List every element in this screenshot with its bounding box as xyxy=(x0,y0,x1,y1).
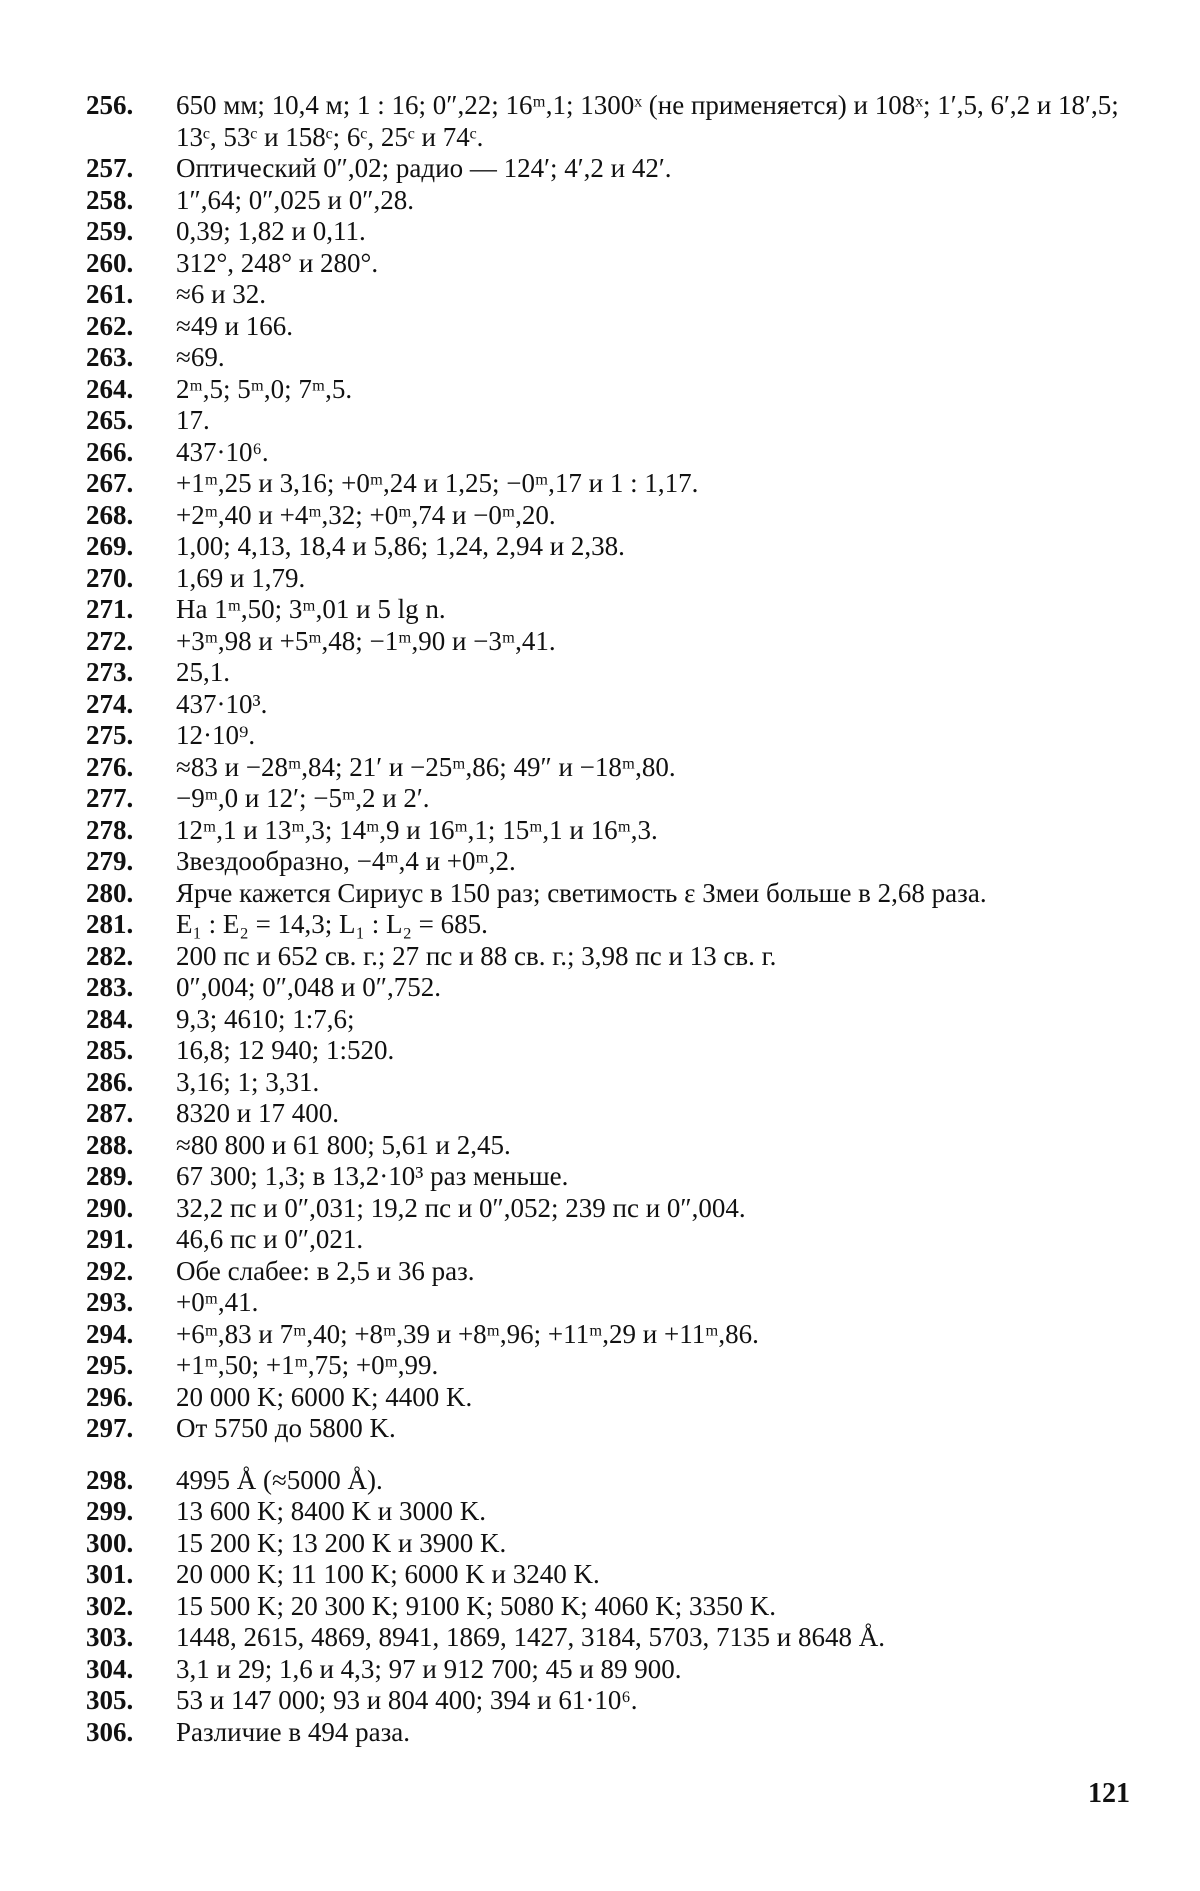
answer-number: 305. xyxy=(86,1685,134,1715)
answer-number: 294. xyxy=(86,1318,134,1349)
answer-number: 296. xyxy=(86,1381,134,1412)
answer-number: 288. xyxy=(86,1129,134,1160)
answer-item xyxy=(86,1224,1126,1256)
answer-item xyxy=(86,468,1126,500)
answer-number: 262. xyxy=(86,310,134,341)
answer-item xyxy=(86,594,1126,626)
answer-number: 292. xyxy=(86,1255,134,1286)
answer-number: 286. xyxy=(86,1066,134,1097)
answer-number: 276. xyxy=(86,751,134,782)
answer-text: +1ᵐ,50; +1ᵐ,75; +0ᵐ,99. xyxy=(176,1350,439,1380)
answer-number: 258. xyxy=(86,184,134,215)
answer-item xyxy=(86,783,1126,815)
answer-item xyxy=(86,1622,1126,1654)
answer-number: 272. xyxy=(86,625,134,656)
answer-text: 312°, 248° и 280°. xyxy=(176,247,379,278)
answer-item xyxy=(86,1591,1126,1623)
answer-item xyxy=(86,1559,1126,1591)
answer-text: 32,2 пс и 0″,031; 19,2 пс и 0″,052; 239 пс и 0″,004. xyxy=(176,1192,746,1223)
answer-text: 15 200 K; 13 200 K и 3900 K. xyxy=(176,1527,507,1558)
answer-number: 263. xyxy=(86,342,134,372)
answer-text: 9,3; 4610; 1:7,6; xyxy=(176,1003,355,1034)
answer-text: 650 мм; 10,4 м; 1 : 16; 0″,22; 16ᵐ,1; 1300ˣ (не применяется) и 108ˣ; 1′,5, 6′,2 и 18′,5; 13ᶜ, 53ᶜ и 158ᶜ; 6ᶜ, 25ᶜ и 74ᶜ. xyxy=(176,90,1119,152)
answer-number: 268. xyxy=(86,499,134,530)
answer-item xyxy=(86,279,1126,311)
answer-number: 277. xyxy=(86,783,134,813)
answer-item xyxy=(86,1319,1126,1351)
answer-item xyxy=(86,374,1126,406)
answer-number: 289. xyxy=(86,1161,134,1191)
answer-item xyxy=(86,689,1126,721)
answer-item xyxy=(86,1654,1126,1686)
answer-number: 274. xyxy=(86,688,134,719)
answer-item xyxy=(86,1256,1126,1288)
answer-item xyxy=(86,1382,1126,1414)
answer-number: 301. xyxy=(86,1559,134,1589)
answer-item xyxy=(86,1528,1126,1560)
answers-list xyxy=(86,90,1126,1748)
answer-text: Ярче кажется Сириус в 150 раз; светимость ε Змеи больше в 2,68 раза. xyxy=(176,877,987,908)
answer-text: 15 500 K; 20 300 K; 9100 K; 5080 K; 4060 K; 3350 K. xyxy=(176,1590,776,1621)
answer-number: 290. xyxy=(86,1192,134,1223)
answer-item xyxy=(86,500,1126,532)
answer-item xyxy=(86,1287,1126,1319)
answer-number: 271. xyxy=(86,594,134,624)
answer-item xyxy=(86,941,1126,973)
answer-item xyxy=(86,1685,1126,1717)
answer-text: +0ᵐ,41. xyxy=(176,1287,259,1317)
answer-number: 279. xyxy=(86,846,134,876)
answer-text: Оптический 0″,02; радио — 124′; 4′,2 и 42′. xyxy=(176,153,672,183)
answer-item xyxy=(86,216,1126,248)
answer-item xyxy=(86,531,1126,563)
answer-number: 282. xyxy=(86,940,134,971)
answer-number: 266. xyxy=(86,436,134,467)
answer-number: 291. xyxy=(86,1224,134,1254)
answer-text: Обе слабее: в 2,5 и 36 раз. xyxy=(176,1255,475,1286)
answer-number: 260. xyxy=(86,247,134,278)
answer-item xyxy=(86,657,1126,689)
answer-text: 3,1 и 29; 1,6 и 4,3; 97 и 912 700; 45 и 89 900. xyxy=(176,1653,682,1684)
answer-number: 306. xyxy=(86,1716,134,1747)
answer-number: 280. xyxy=(86,877,134,908)
answer-text: +6ᵐ,83 и 7ᵐ,40; +8ᵐ,39 и +8ᵐ,96; +11ᵐ,29 и +11ᵐ,86. xyxy=(176,1318,759,1349)
answer-text: 0″,004; 0″,048 и 0″,752. xyxy=(176,972,441,1002)
answer-text: 3,16; 1; 3,31. xyxy=(176,1066,320,1097)
answer-number: 261. xyxy=(86,279,134,309)
answer-item xyxy=(86,1004,1126,1036)
answer-text: 20 000 K; 11 100 K; 6000 K и 3240 K. xyxy=(176,1559,600,1589)
answer-item xyxy=(86,1350,1126,1382)
answer-number: 273. xyxy=(86,657,134,687)
answer-item xyxy=(86,720,1126,752)
answer-text: Различие в 494 раза. xyxy=(176,1716,410,1747)
page-number: 121 xyxy=(1088,1778,1130,1809)
answer-text: 13 600 K; 8400 K и 3000 K. xyxy=(176,1496,486,1526)
answer-item xyxy=(86,437,1126,469)
answer-text: ≈69. xyxy=(176,342,225,372)
answer-item xyxy=(86,1465,1126,1497)
answer-text: 200 пс и 652 св. г.; 27 пс и 88 св. г.; 3,98 пс и 13 св. г. xyxy=(176,940,777,971)
answer-text: ≈6 и 32. xyxy=(176,279,267,309)
answer-item xyxy=(86,626,1126,658)
answer-item xyxy=(86,342,1126,374)
answer-item xyxy=(86,1717,1126,1749)
answer-number: 278. xyxy=(86,814,134,845)
answer-text: 4995 Å (≈5000 Å). xyxy=(176,1464,383,1495)
answer-text: 0,39; 1,82 и 0,11. xyxy=(176,216,366,246)
answer-item xyxy=(86,909,1126,941)
answer-text: 1448, 2615, 4869, 8941, 1869, 1427, 3184, 5703, 7135 и 8648 Å. xyxy=(176,1622,885,1652)
answer-text: Звездообразно, −4ᵐ,4 и +0ᵐ,2. xyxy=(176,846,516,876)
answer-text: 437·10³. xyxy=(176,688,268,719)
answer-text: 53 и 147 000; 93 и 804 400; 394 и 61·10⁶. xyxy=(176,1685,638,1715)
answer-text: 1,00; 4,13, 18,4 и 5,86; 1,24, 2,94 и 2,38. xyxy=(176,531,625,561)
answer-number: 284. xyxy=(86,1003,134,1034)
answer-text: +2ᵐ,40 и +4ᵐ,32; +0ᵐ,74 и −0ᵐ,20. xyxy=(176,499,556,530)
answer-item xyxy=(86,1496,1126,1528)
answer-number: 269. xyxy=(86,531,134,561)
answer-text: 67 300; 1,3; в 13,2·10³ раз меньше. xyxy=(176,1161,569,1191)
answer-item xyxy=(86,311,1126,343)
answer-number: 257. xyxy=(86,153,134,183)
answer-number: 275. xyxy=(86,720,134,750)
answer-number: 293. xyxy=(86,1287,134,1317)
answer-text: 1,69 и 1,79. xyxy=(176,562,306,593)
answer-text: 437·10⁶. xyxy=(176,436,269,467)
answer-number: 299. xyxy=(86,1496,134,1526)
answer-item xyxy=(86,752,1126,784)
answer-item xyxy=(86,1035,1126,1067)
answer-number: 259. xyxy=(86,216,134,246)
answer-number: 256. xyxy=(86,90,134,120)
answer-number: 287. xyxy=(86,1098,134,1128)
answer-text: 1″,64; 0″,025 и 0″,28. xyxy=(176,184,414,215)
answer-number: 300. xyxy=(86,1527,134,1558)
answer-number: 265. xyxy=(86,405,134,435)
answer-number: 264. xyxy=(86,373,134,404)
answer-text: −9ᵐ,0 и 12′; −5ᵐ,2 и 2′. xyxy=(176,783,430,813)
answer-text: 2ᵐ,5; 5ᵐ,0; 7ᵐ,5. xyxy=(176,373,353,404)
answer-text: 46,6 пс и 0″,021. xyxy=(176,1224,364,1254)
answer-text: 25,1. xyxy=(176,657,230,687)
answer-number: 295. xyxy=(86,1350,134,1380)
answer-item xyxy=(86,90,1126,153)
answer-item xyxy=(86,846,1126,878)
answer-item xyxy=(86,1067,1126,1099)
answer-item xyxy=(86,972,1126,1004)
answer-number: 267. xyxy=(86,468,134,498)
answer-item xyxy=(86,185,1126,217)
answer-item xyxy=(86,153,1126,185)
answer-text: 20 000 K; 6000 K; 4400 K. xyxy=(176,1381,473,1412)
answer-text: 16,8; 12 940; 1:520. xyxy=(176,1035,395,1065)
answer-text: 8320 и 17 400. xyxy=(176,1098,339,1128)
answer-number: 303. xyxy=(86,1622,134,1652)
answer-item xyxy=(86,405,1126,437)
answer-item xyxy=(86,1098,1126,1130)
answer-item xyxy=(86,1413,1126,1445)
answer-text: ≈49 и 166. xyxy=(176,310,294,341)
answer-text: E₁ : E₂ = 14,3; L₁ : L₂ = 685. xyxy=(176,909,488,939)
answer-number: 297. xyxy=(86,1413,134,1443)
answer-text: +1ᵐ,25 и 3,16; +0ᵐ,24 и 1,25; −0ᵐ,17 и 1 : 1,17. xyxy=(176,468,699,498)
answer-text: +3ᵐ,98 и +5ᵐ,48; −1ᵐ,90 и −3ᵐ,41. xyxy=(176,625,556,656)
answer-number: 285. xyxy=(86,1035,134,1065)
answer-item xyxy=(86,1130,1126,1162)
answer-text: На 1ᵐ,50; 3ᵐ,01 и 5 lg n. xyxy=(176,594,446,624)
answer-item xyxy=(86,248,1126,280)
answer-item xyxy=(86,563,1126,595)
answer-text: 12ᵐ,1 и 13ᵐ,3; 14ᵐ,9 и 16ᵐ,1; 15ᵐ,1 и 16ᵐ,3. xyxy=(176,814,658,845)
answer-number: 270. xyxy=(86,562,134,593)
answer-text: ≈80 800 и 61 800; 5,61 и 2,45. xyxy=(176,1129,511,1160)
answer-item xyxy=(86,878,1126,910)
answer-number: 298. xyxy=(86,1464,134,1495)
answer-item xyxy=(86,815,1126,847)
answer-text: 12·10⁹. xyxy=(176,720,256,750)
answer-item xyxy=(86,1161,1126,1193)
answer-number: 281. xyxy=(86,909,134,939)
answer-text: 17. xyxy=(176,405,210,435)
answer-number: 302. xyxy=(86,1590,134,1621)
answer-item xyxy=(86,1193,1126,1225)
answer-number: 283. xyxy=(86,972,134,1002)
answer-text: От 5750 до 5800 K. xyxy=(176,1413,396,1443)
answer-number: 304. xyxy=(86,1653,134,1684)
answer-text: ≈83 и −28ᵐ,84; 21′ и −25ᵐ,86; 49″ и −18ᵐ,80. xyxy=(176,751,676,782)
